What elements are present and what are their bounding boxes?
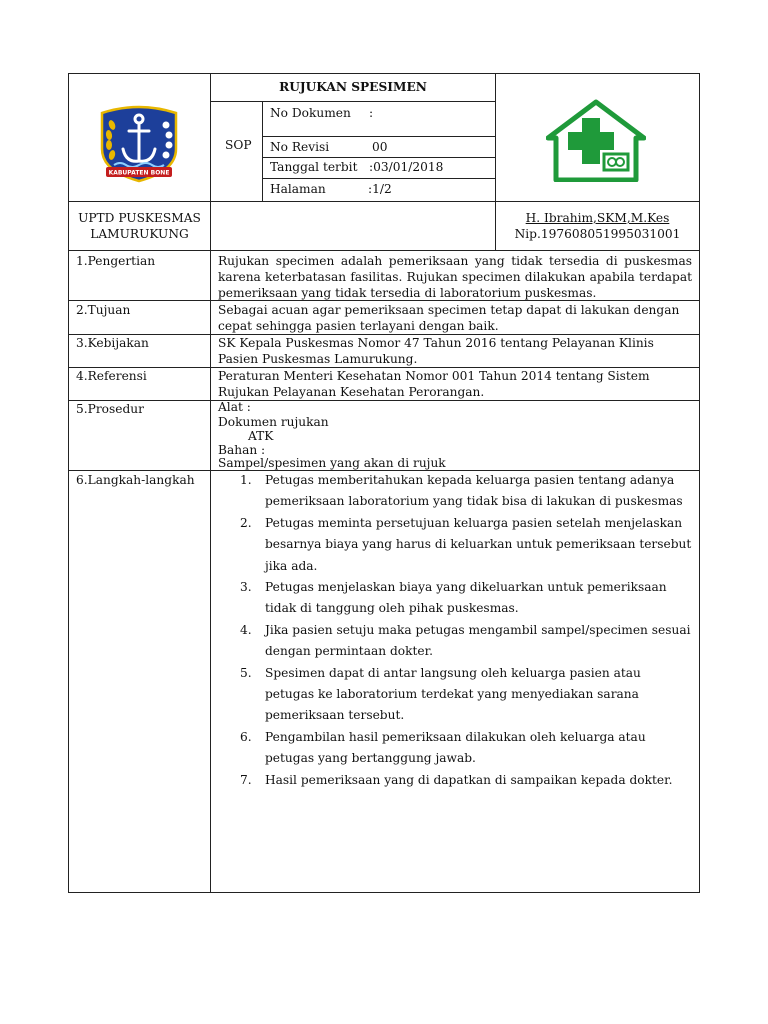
document-title: RUJUKAN SPESIMEN: [279, 80, 427, 94]
step-text: Petugas memberitahukan kepada keluarga pasien tentang adanya pemeriksaan laboratorium yang tidak bisa di lakukan di puskesmas: [265, 473, 683, 509]
prosedur-bahan: Bahan :: [218, 443, 266, 457]
no-dokumen-label: No Dokumen: [270, 106, 351, 120]
no-revisi-value: 00: [372, 140, 388, 154]
pengertian-label: 1.Pengertian: [76, 254, 156, 268]
institution-name-line2: LAMURUKUNG: [90, 227, 189, 241]
institution-name-line1: UPTD PUSKESMAS: [78, 211, 201, 225]
sop-label: SOP: [225, 138, 252, 152]
kebijakan-label: 3.Kebijakan: [76, 336, 149, 350]
pengertian-text: Rujukan specimen adalah pemeriksaan yang tidak tersedia di puskesmas karena keterbatasan fasilitas. Rujukan specimen dilakukan apabila terdapat pemeriksaan yang tidak tersedia di laboratorium puskesmas.: [218, 254, 692, 300]
prosedur-alat: Alat :: [218, 400, 251, 414]
logo-caption: KABUPATEN BONE: [108, 169, 170, 177]
step-text: Petugas meminta persetujuan keluarga pasien setelah menjelaskan besarnya biaya yang harus di keluarkan untuk pemeriksaan tersebut jika ada.: [265, 515, 692, 573]
step-text: Jika pasien setuju maka petugas mengambil sampel/specimen sesuai dengan permintaan dokter.: [265, 622, 691, 659]
list-item: 3. Petugas menjelaskan biaya yang dikeluarkan untuk pemeriksaan tidak di tanggung oleh pihak puskesmas.: [240, 580, 667, 616]
tujuan-text: Sebagai acuan agar pemeriksaan specimen tetap dapat di lakukan dengan cepat sehingga pasien terlayani dengan baik.: [218, 303, 680, 333]
step-text: Pengambilan hasil pemeriksaan dilakukan oleh keluarga atau petugas yang bertanggung jawab.: [265, 729, 646, 766]
no-revisi-label: No Revisi: [270, 140, 330, 154]
langkah-label: 6.Langkah-langkah: [76, 473, 195, 487]
kebijakan-text: SK Kepala Puskesmas Nomor 47 Tahun 2016 tentang Pelayanan Klinis Pasien Puskesmas Lamurukung.: [218, 336, 654, 366]
prosedur-sampel: Sampel/spesimen yang akan di rujuk: [218, 456, 446, 470]
tanggal-terbit-label: Tanggal terbit: [270, 160, 358, 174]
list-item: 5. Spesimen dapat di antar langsung oleh keluarga pasien atau petugas ke laboratorium terdekat yang menyediakan sarana pemeriksaan tersebut.: [240, 665, 641, 723]
prosedur-atk: ATK: [248, 429, 274, 443]
no-dokumen-value: :: [369, 106, 374, 120]
step-text: Petugas menjelaskan biaya yang dikeluarkan untuk pemeriksaan tidak di tanggung oleh pihak puskesmas.: [265, 580, 667, 616]
referensi-text: Peraturan Menteri Kesehatan Nomor 001 Tahun 2014 tentang Sistem Rujukan Pelayanan Kesehatan Perorangan.: [218, 369, 650, 399]
list-item: 1. Petugas memberitahukan kepada keluarga pasien tentang adanya pemeriksaan laboratorium yang tidak bisa di lakukan di puskesmas: [240, 473, 683, 509]
list-item: 4. Jika pasien setuju maka petugas mengambil sampel/specimen sesuai dengan permintaan dokter.: [240, 622, 691, 659]
puskesmas-logo: [546, 98, 646, 182]
langkah-steps-list: [240, 470, 692, 791]
prosedur-dokumen: Dokumen rujukan: [218, 415, 329, 429]
tanggal-terbit-value: :03/01/2018: [369, 160, 444, 174]
step-text: Hasil pemeriksaan yang di dapatkan di sampaikan kepada dokter.: [265, 772, 673, 787]
step-text: Spesimen dapat di antar langsung oleh keluarga pasien atau petugas ke laboratorium terdekat yang menyediakan sarana pemeriksaan tersebut.: [265, 665, 641, 723]
list-item: 2. Petugas meminta persetujuan keluarga pasien setelah menjelaskan besarnya biaya yang harus di keluarkan untuk pemeriksaan tersebut jika ada.: [240, 515, 692, 573]
signatory-name: H. Ibrahim,SKM,M.Kes: [525, 211, 670, 225]
list-item: 7. Hasil pemeriksaan yang di dapatkan di sampaikan kepada dokter.: [240, 772, 673, 787]
tujuan-label: 2.Tujuan: [76, 303, 131, 317]
referensi-label: 4.Referensi: [76, 369, 147, 383]
list-item: 6. Pengambilan hasil pemeriksaan dilakukan oleh keluarga atau petugas yang bertanggung jawab.: [240, 729, 646, 766]
prosedur-label: 5.Prosedur: [76, 402, 144, 416]
kabupaten-bone-logo: [96, 103, 182, 183]
signatory-nip: Nip.197608051995031001: [514, 227, 681, 241]
halaman-value: :1/2: [368, 182, 392, 196]
halaman-label: Halaman: [270, 182, 326, 196]
